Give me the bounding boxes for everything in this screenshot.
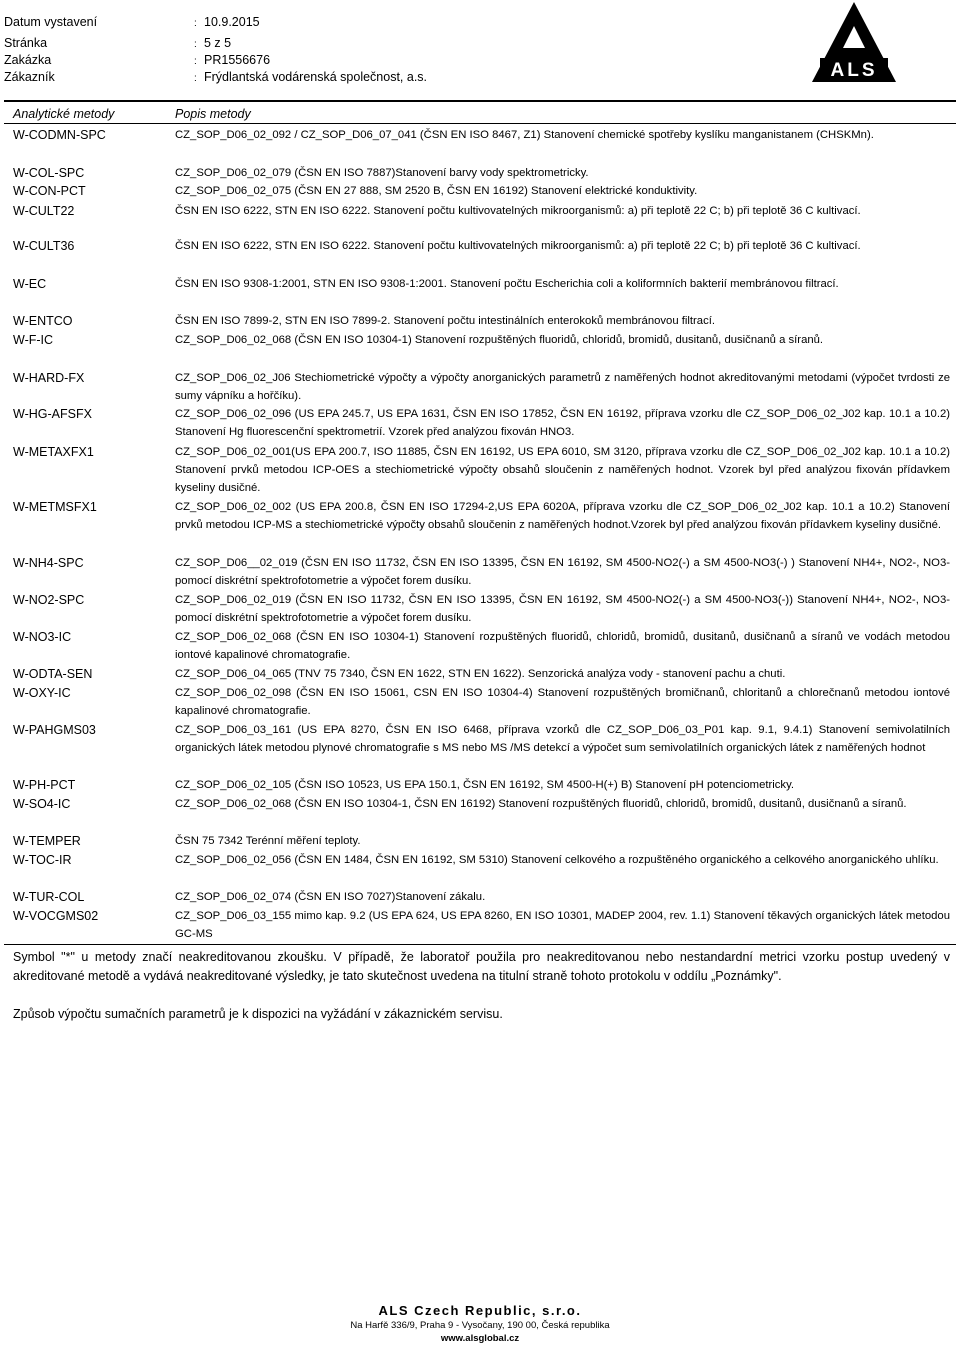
order-label: Zakázka	[4, 53, 52, 67]
method-description: ČSN EN ISO 7899-2, STN EN ISO 7899-2. Stanovení počtu intestinálních enterokoků membránovou filtrací.	[175, 315, 716, 327]
method-code: W-CULT36	[13, 239, 75, 253]
report-header	[0, 0, 960, 100]
footer-company: ALS Czech Republic, s.r.o.	[378, 1303, 582, 1318]
logo-text: ALS	[830, 60, 878, 81]
method-code: W-CULT22	[13, 204, 75, 218]
accreditation-note: Symbol "*" u metody značí neakreditovanou zkoušku. V případě, že laboratoř použila pro neakreditovanou nebo nestandardní metrici vzorku postup uvedený v akreditované metodě a vydává neakreditované výsledky, je tato skutečnost uvedena na titulní straně tohoto protokolu v oddílu „Poznámky".	[13, 950, 950, 983]
method-description: CZ_SOP_D06_02_096 (US EPA 245.7, US EPA 1631, ČSN EN ISO 17852, ČSN EN 16192, příprava vzorku dle CZ_SOP_D06_02_J02 kap. 10.1 a 10.2) Stanovení Hg fluorescenční spektrometrií. Vzorek před analýzou fixován HNO3.	[175, 408, 950, 438]
method-description: CZ_SOP_D06__02_019 (ČSN EN ISO 11732, ČSN EN ISO 13395, ČSN EN 16192, SM 4500-NO2(-) a SM 4500-NO3(-) ) Stanovení NH4+, NO2-, NO3- pomocí diskrétní spektrofotometrie a výpočet forem dusíku.	[175, 557, 950, 587]
method-code: W-METMSFX1	[13, 500, 97, 514]
page-label: Stránka	[4, 36, 48, 50]
method-description: ČSN EN ISO 9308-1:2001, STN EN ISO 9308-1:2001. Stanovení počtu Escherichia coli a koliformních bakterií membránovou filtrací.	[175, 278, 839, 290]
summation-note: Způsob výpočtu sumačních parametrů je k dispozici na vyžádání v zákaznickém servisu.	[13, 1007, 503, 1021]
als-logo-icon	[808, 0, 900, 88]
method-description: CZ_SOP_D06_02_019 (ČSN EN ISO 11732, ČSN EN ISO 13395, ČSN EN 16192, SM 4500-NO2(-) a SM 4500-NO3(-)) Stanovení NH4+, NO2-, NO3- pomocí diskrétní spektrofotometrie a výpočet forem dusíku.	[175, 594, 950, 624]
method-description: CZ_SOP_D06_03_161 (US EPA 8270, ČSN EN ISO 6468, příprava vzorků dle CZ_SOP_D06_03_P01 kap. 9.1, 9.4.1) Stanovení semivolatilních organických látek metodou plynové chromatografie s MS nebo MS /MS detekcí a výpočet sum semivolatilních organických látek z naměřených hodnot	[175, 724, 950, 754]
method-code: W-VOCGMS02	[13, 909, 99, 923]
method-description: ČSN EN ISO 6222, STN EN ISO 6222. Stanovení počtu kultivovatelných mikroorganismů: a) při teplotě 22 C; b) při teplotě 36 C kultivací.	[175, 205, 861, 217]
method-description: CZ_SOP_D06_02_068 (ČSN EN ISO 10304-1) Stanovení rozpuštěných fluoridů, chloridů, bromidů, dusitanů, dusičnanů a síranů ve vodách metodou iontové kapalinové chromatografie.	[175, 631, 950, 661]
method-code: W-TOC-IR	[13, 853, 72, 867]
method-description: CZ_SOP_D06_02_098 (ČSN EN ISO 15061, CSN EN ISO 10304-4) Stanovení rozpuštěných bromičnanů, chloritanů a chlorečnanů metodou iontové kapalinové chromatografie.	[175, 687, 950, 717]
method-description: CZ_SOP_D06_02_092 / CZ_SOP_D06_07_041 (ČSN EN ISO 8467, Z1) Stanovení chemické spotřeby kyslíku manganistanem (CHSKMn).	[175, 129, 874, 141]
method-code: W-PAHGMS03	[13, 723, 96, 737]
page-value: 5 z 5	[204, 36, 232, 50]
method-description: CZ_SOP_D06_02_002 (US EPA 200.8, ČSN EN ISO 17294-2,US EPA 6020A, příprava vzorku dle CZ_SOP_D06_02_J02 kap. 10.1 a 10.2) Stanovení prvků metodou ICP-MS a stechiometrické výpočty obsahů sloučenin z naměřených hodnot.Vzorek byl před analýzou fixován přídavkem kyseliny dusičné.	[175, 501, 950, 531]
method-code: W-TEMPER	[13, 834, 81, 848]
column-header-method: Analytické metody	[13, 107, 115, 121]
table-top-border	[4, 100, 956, 102]
method-description: CZ_SOP_D06_02_105 (ČSN ISO 10523, US EPA 150.1, ČSN EN 16192, SM 4500-H(+) B) Stanovení pH potenciometricky.	[175, 779, 795, 791]
method-code: W-EC	[13, 277, 47, 291]
method-description: CZ_SOP_D06_02_J06 Stechiometrické výpočty a výpočty anorganických parametrů z naměřených hodnot akreditovanými metodami (výpočet tvrdosti ze sumy vápníku a hořčíku).	[175, 372, 950, 402]
method-description: ČSN 75 7342 Terénní měření teploty.	[175, 835, 361, 847]
column-header-description: Popis metody	[175, 107, 251, 121]
method-code: W-ODTA-SEN	[13, 667, 93, 681]
method-description: CZ_SOP_D06_02_056 (ČSN EN 1484, ČSN EN 16192, SM 5310) Stanovení celkového a rozpuštěného organického a celkového anorganického uhlíku.	[175, 854, 939, 866]
method-code: W-NH4-SPC	[13, 556, 84, 570]
method-code: W-NO3-IC	[13, 630, 72, 644]
method-code: W-NO2-SPC	[13, 593, 85, 607]
date-label: Datum vystavení	[4, 15, 98, 29]
method-description: CZ_SOP_D06_03_155 mimo kap. 9.2 (US EPA 624, US EPA 8260, EN ISO 10301, MADEP 2004, rev. 1.1) Stanovení těkavých organických látek metodou GC-MS	[175, 910, 950, 940]
method-code: W-HARD-FX	[13, 371, 85, 385]
separator: :	[194, 73, 197, 84]
method-code: W-ENTCO	[13, 314, 73, 328]
method-description: CZ_SOP_D06_02_079 (ČSN EN ISO 7887)Stanovení barvy vody spektrometricky.	[175, 167, 589, 179]
method-code: W-HG-AFSFX	[13, 407, 92, 421]
order-value: PR1556676	[204, 53, 271, 67]
method-description: CZ_SOP_D06_02_068 (ČSN EN ISO 10304-1, ČSN EN 16192) Stanovení rozpuštěných fluoridů, chloridů, bromidů, dusitanů, dusičnanů a síranů.	[175, 798, 907, 810]
als-logo	[808, 0, 900, 88]
method-code: W-CON-PCT	[13, 184, 86, 198]
method-code: W-TUR-COL	[13, 890, 85, 904]
method-code: W-CODMN-SPC	[13, 128, 106, 142]
date-value: 10.9.2015	[204, 15, 260, 29]
method-code: W-SO4-IC	[13, 797, 71, 811]
table-header-divider	[4, 123, 956, 124]
method-description: ČSN EN ISO 6222, STN EN ISO 6222. Stanovení počtu kultivovatelných mikroorganismů: a) při teplotě 22 C; b) při teplotě 36 C kultivací.	[175, 240, 861, 252]
separator: :	[194, 56, 197, 67]
method-code: W-PH-PCT	[13, 778, 76, 792]
table-bottom-border	[4, 944, 956, 945]
method-description: CZ_SOP_D06_02_001(US EPA 200.7, ISO 11885, ČSN EN 16192, US EPA 6010, SM 3120, příprava vzorku dle CZ_SOP_D06_02_J02 kap. 10.1 a 10.2) Stanovení prvků metodou ICP-OES a stechiometrické výpočty obsahů sloučenin z naměřených hodnot. Vzorek byl před analýzou fixován přídavkem kyseliny dusičné.	[175, 446, 950, 494]
separator: :	[194, 18, 197, 29]
method-description: CZ_SOP_D06_02_074 (ČSN EN ISO 7027)Stanovení zákalu.	[175, 891, 486, 903]
customer-label: Zákazník	[4, 70, 55, 84]
method-code: W-COL-SPC	[13, 166, 85, 180]
method-code: W-OXY-IC	[13, 686, 71, 700]
method-description: CZ_SOP_D06_02_068 (ČSN EN ISO 10304-1) Stanovení rozpuštěných fluoridů, chloridů, bromidů, dusitanů, dusičnanů a síranů.	[175, 334, 824, 346]
footer-website-link[interactable]: www.alsglobal.cz	[440, 1333, 520, 1344]
method-description: CZ_SOP_D06_04_065 (TNV 75 7340, ČSN EN 1622, STN EN 1622). Senzorická analýza vody - stanovení pachu a chuti.	[175, 668, 786, 680]
footer-address: Na Harfě 336/9, Praha 9 - Vysočany, 190 00, Česká republika	[350, 1320, 610, 1331]
method-code: W-F-IC	[13, 333, 54, 347]
separator: :	[194, 39, 197, 50]
customer-value: Frýdlantská vodárenská společnost, a.s.	[204, 70, 428, 84]
method-code: W-METAXFX1	[13, 445, 94, 459]
method-description: CZ_SOP_D06_02_075 (ČSN EN 27 888, SM 2520 B, ČSN EN 16192) Stanovení elektrické konduktivity.	[175, 185, 698, 197]
